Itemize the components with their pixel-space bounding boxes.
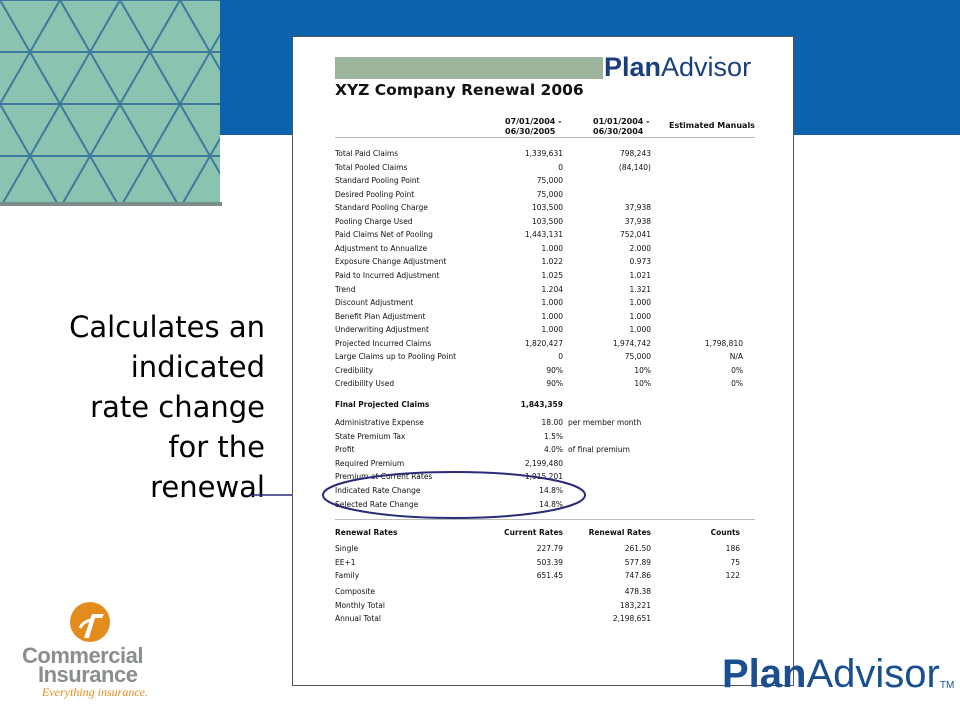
table-row xyxy=(335,379,755,392)
caption-line: rate change xyxy=(90,390,265,424)
footer-brand-rest: Advisor xyxy=(806,652,940,696)
row-value-manuals: 1,798,810 xyxy=(704,338,743,348)
row-value-period-2: 1.321 xyxy=(629,284,651,294)
rate-row xyxy=(335,544,755,557)
total-value: 183,221 xyxy=(619,600,651,610)
table-row xyxy=(335,257,755,270)
table-row xyxy=(335,230,755,243)
rate-label: Family xyxy=(335,571,360,580)
table-row xyxy=(335,418,755,431)
row-label: Required Premium xyxy=(335,458,405,468)
table-row xyxy=(335,244,755,257)
row-label: Adjustment to Annualize xyxy=(335,243,428,253)
report-brand-bold: Plan xyxy=(604,52,662,82)
rate-current: 503.39 xyxy=(536,557,563,567)
planadvisor-footer-brand xyxy=(722,652,954,696)
row-value-period-2: 798,243 xyxy=(619,149,651,158)
table-row xyxy=(335,271,755,284)
row-label: Pooling Charge Used xyxy=(335,216,413,226)
row-value-period-1: 75,000 xyxy=(536,176,563,186)
row-value: 4.0% xyxy=(543,445,563,455)
row-value-period-1: 90% xyxy=(546,365,563,375)
row-value: 14.8% xyxy=(539,486,563,495)
row-label: Large Claims up to Pooling Point xyxy=(335,352,457,362)
rate-count: 186 xyxy=(725,544,740,553)
rate-current: 227.79 xyxy=(536,544,563,553)
row-value-period-1: 103,500 xyxy=(531,216,563,226)
row-value-period-2: 1,974,742 xyxy=(612,338,651,348)
row-label: Desired Pooling Point xyxy=(335,189,415,199)
column-header-manuals: Estimated Manuals xyxy=(669,121,755,130)
row-label: Selected Rate Change xyxy=(335,499,419,509)
row-label: Profit xyxy=(335,445,355,455)
logo-word-commercial: Commercial xyxy=(22,643,143,668)
total-label: Composite xyxy=(335,587,376,596)
row-label: Administrative Expense xyxy=(335,418,424,427)
final-projected-claims-row xyxy=(335,400,755,413)
table-row xyxy=(335,325,755,338)
row-label: Total Paid Claims xyxy=(335,149,399,158)
rate-count: 75 xyxy=(730,557,740,567)
row-label: Premium at Current Rates xyxy=(335,472,433,482)
row-label: Standard Pooling Charge xyxy=(335,203,428,213)
rate-count: 122 xyxy=(725,571,740,580)
row-value-period-1: 1,339,631 xyxy=(524,149,563,158)
caption-line: Calculates an xyxy=(69,310,265,344)
row-label: Credibility Used xyxy=(335,379,395,389)
caption-line: renewal xyxy=(150,470,265,504)
rate-label: Single xyxy=(335,544,359,553)
row-value-period-1: 103,500 xyxy=(531,203,563,213)
renewal-report-page xyxy=(292,36,794,686)
table-row xyxy=(335,190,755,203)
row-value-period-1: 1.000 xyxy=(541,311,563,321)
logo-word-insurance: Insurance xyxy=(38,662,138,687)
report-brand xyxy=(604,52,751,83)
row-label: Exposure Change Adjustment xyxy=(335,257,447,267)
table-row xyxy=(335,366,755,379)
row-value-period-2: 10% xyxy=(634,379,651,389)
row-value-period-1: 75,000 xyxy=(536,189,563,199)
row-label: Final Projected Claims xyxy=(335,400,430,409)
row-value-period-2: 10% xyxy=(634,365,651,375)
row-value: 18.00 xyxy=(541,418,563,427)
row-note: per member month xyxy=(568,418,642,427)
total-value: 478.38 xyxy=(624,587,651,596)
rates-header-label: Renewal Rates xyxy=(335,528,398,537)
row-value-period-2: 1.000 xyxy=(629,311,651,321)
row-value-period-1: 1.000 xyxy=(541,243,563,253)
row-value-period-1: 1,820,427 xyxy=(524,338,563,348)
table-row xyxy=(335,312,755,325)
table-row xyxy=(335,149,755,162)
row-label: Indicated Rate Change xyxy=(335,486,421,495)
rate-renewal: 261.50 xyxy=(624,544,651,553)
row-label: Underwriting Adjustment xyxy=(335,325,429,335)
row-label: Projected Incurred Claims xyxy=(335,338,432,348)
row-value-period-2: 0.973 xyxy=(629,257,651,267)
row-value: 1,843,359 xyxy=(520,400,563,409)
slide-caption xyxy=(5,307,265,507)
table-row xyxy=(335,352,755,365)
column-header-period-2: 01/01/2004 - 06/30/2004 xyxy=(593,117,650,136)
highlight-ellipse xyxy=(321,470,587,520)
caption-line: for the xyxy=(168,430,265,464)
triangle-pattern xyxy=(0,0,220,206)
table-row xyxy=(335,163,755,176)
row-value-period-2: 1.000 xyxy=(629,325,651,335)
row-value: 2,199,480 xyxy=(524,458,563,468)
table-row xyxy=(335,176,755,189)
table-row xyxy=(335,445,755,458)
rate-label: EE+1 xyxy=(335,557,356,567)
total-row xyxy=(335,587,755,600)
total-label: Annual Total xyxy=(335,614,381,623)
row-label: State Premium Tax xyxy=(335,431,406,441)
row-value-period-1: 0 xyxy=(558,162,563,172)
row-label: Discount Adjustment xyxy=(335,298,414,308)
row-value-period-2: 2.000 xyxy=(629,243,651,253)
row-value-period-2: 75,000 xyxy=(624,352,651,362)
total-row xyxy=(335,601,755,614)
row-note: of final premium xyxy=(568,445,630,455)
rates-header-counts: Counts xyxy=(710,528,740,537)
row-label: Standard Pooling Point xyxy=(335,176,420,186)
footer-brand-tm: TM xyxy=(939,680,955,691)
caption-line: indicated xyxy=(130,350,265,384)
row-label: Paid Claims Net of Pooling xyxy=(335,230,433,240)
table-row xyxy=(335,298,755,311)
rate-current: 651.45 xyxy=(536,571,563,580)
row-value-period-1: 1,443,131 xyxy=(524,230,563,240)
logo-tagline: Everything insurance. xyxy=(42,685,148,699)
report-brand-rest: Advisor xyxy=(661,52,752,82)
row-value-period-2: 1.000 xyxy=(629,298,651,308)
row-value-period-1: 90% xyxy=(546,379,563,389)
row-value-period-1: 1.000 xyxy=(541,325,563,335)
rates-header-row xyxy=(335,528,755,541)
rates-header-current: Current Rates xyxy=(504,528,563,537)
row-value-manuals: N/A xyxy=(729,352,743,362)
row-value-period-2: 37,938 xyxy=(624,216,651,226)
rate-row xyxy=(335,558,755,571)
rate-renewal: 577.89 xyxy=(624,557,651,567)
row-label: Trend xyxy=(335,284,356,294)
row-value-period-2: 1.021 xyxy=(629,270,651,280)
header-rule xyxy=(335,137,755,138)
row-label: Paid to Incurred Adjustment xyxy=(335,270,440,280)
rates-header-renewal: Renewal Rates xyxy=(588,528,651,537)
row-value-manuals: 0% xyxy=(731,379,743,389)
row-value-period-2: (84,140) xyxy=(618,162,651,172)
row-value-period-2: 752,041 xyxy=(619,230,651,240)
rate-renewal: 747.86 xyxy=(624,571,651,580)
row-value-period-1: 1.022 xyxy=(541,257,563,267)
row-value: 1.5% xyxy=(543,431,563,441)
total-label: Monthly Total xyxy=(335,600,385,610)
row-value-period-1: 1.204 xyxy=(541,284,563,294)
row-value-manuals: 0% xyxy=(731,365,743,375)
rate-row xyxy=(335,571,755,584)
report-header-bar xyxy=(335,57,603,79)
total-row xyxy=(335,614,755,627)
pattern-shadow xyxy=(0,202,222,206)
report-title: XYZ Company Renewal 2006 xyxy=(335,81,584,99)
row-label: Credibility xyxy=(335,365,374,375)
row-label: Benefit Plan Adjustment xyxy=(335,311,426,321)
column-header-period-1: 07/01/2004 - 06/30/2005 xyxy=(505,117,562,136)
row-value-period-1: 0 xyxy=(558,352,563,362)
row-value: 14.8% xyxy=(539,499,563,509)
table-row xyxy=(335,203,755,216)
row-label: Total Pooled Claims xyxy=(335,162,408,172)
row-value-period-1: 1.025 xyxy=(541,270,563,280)
row-value-period-1: 1.000 xyxy=(541,298,563,308)
row-value: 1,915,201 xyxy=(524,472,563,482)
table-row xyxy=(335,339,755,352)
footer-brand-bold: Plan xyxy=(722,652,807,696)
table-row xyxy=(335,432,755,445)
table-row xyxy=(335,285,755,298)
total-value: 2,198,651 xyxy=(612,614,651,623)
row-value-period-2: 37,938 xyxy=(624,203,651,213)
table-row xyxy=(335,217,755,230)
